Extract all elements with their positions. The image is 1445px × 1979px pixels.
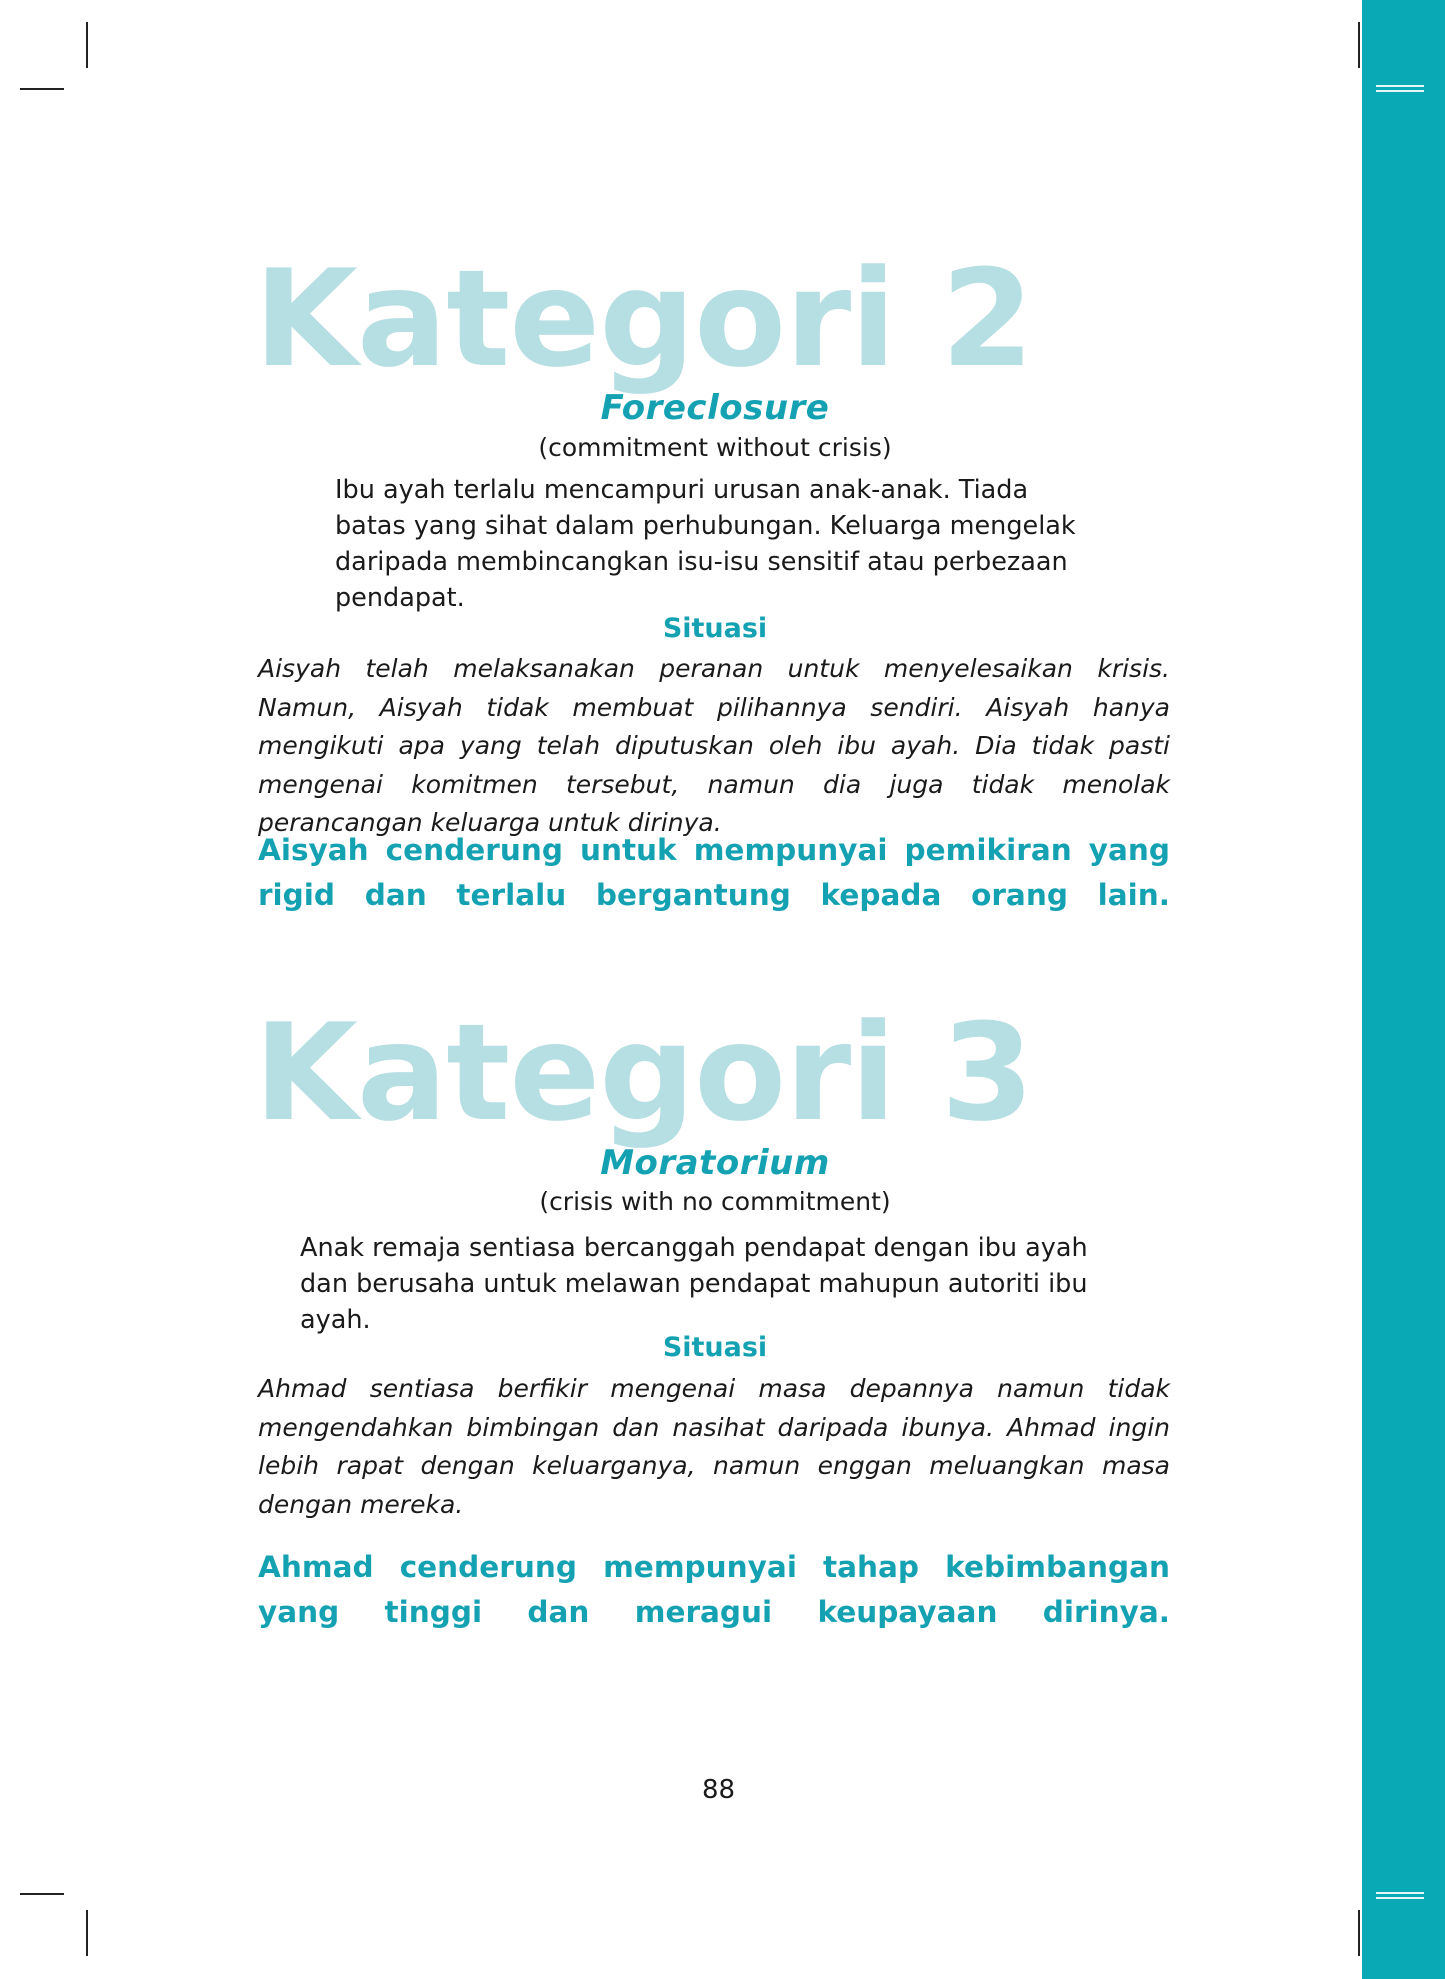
situation-text: Aisyah telah melaksanakan peranan untuk menyelesaikan krisis. Namun, Aisyah tidak membuat pilihannya sendiri. Aisyah hanya mengikuti apa yang telah diputuskan oleh ibu ayah. Dia tidak pasti mengenai komitmen tersebut, namun dia juga tidak menolak perancangan keluarga untuk dirinya. [258, 654, 1170, 837]
category-heading: Kategori 2 [254, 241, 1034, 397]
category-parenthetical: (commitment without crisis) [538, 433, 892, 462]
situation-label: Situasi [662, 1332, 768, 1363]
side-bar-mark-top [1376, 85, 1424, 87]
situation-label: Situasi [662, 613, 768, 644]
side-bar-mark-bottom-2 [1376, 1897, 1424, 1899]
category-parenthetical: (crisis with no commitment) [539, 1187, 891, 1216]
crop-mark-top-left-v [86, 22, 88, 68]
side-bar-mark-bottom [1376, 1892, 1424, 1894]
crop-mark-bottom-left-h [20, 1893, 64, 1895]
crop-mark-bottom-left-v [86, 1910, 88, 1956]
category-description: Anak remaja sentiasa bercanggah pendapat dengan ibu ayah dan berusaha untuk melawan pendapat mahupun autoriti ibu ayah. [300, 1233, 1088, 1335]
category-heading: Kategori 3 [254, 995, 1034, 1151]
crop-mark-top-right-v [1358, 22, 1360, 68]
page-number: 88 [701, 1775, 736, 1805]
conclusion-text: Aisyah cenderung untuk mempunyai pemikiran yang rigid dan terlalu bergantung kepada orang lain. [258, 833, 1170, 912]
category-subheading: Moratorium [600, 1143, 830, 1183]
category-description: Ibu ayah terlalu mencampuri urusan anak-anak. Tiada batas yang sihat dalam perhubungan. Keluarga mengelak daripada membincangkan isu-isu sensitif atau perbezaan pendapat. [335, 475, 1076, 613]
crop-mark-bottom-right-v [1358, 1910, 1360, 1956]
category-subheading: Foreclosure [600, 388, 830, 428]
side-color-bar [1362, 0, 1445, 1979]
conclusion-text: Ahmad cenderung mempunyai tahap kebimbangan yang tinggi dan meragui keupayaan dirinya. [258, 1550, 1170, 1629]
crop-mark-top-left-h [20, 88, 64, 90]
situation-text: Ahmad sentiasa berfikir mengenai masa depannya namun tidak mengendahkan bimbingan dan nasihat daripada ibunya. Ahmad ingin lebih rapat dengan keluarganya, namun enggan meluangkan masa dengan mereka. [258, 1374, 1170, 1519]
side-bar-mark-top-2 [1376, 90, 1424, 92]
